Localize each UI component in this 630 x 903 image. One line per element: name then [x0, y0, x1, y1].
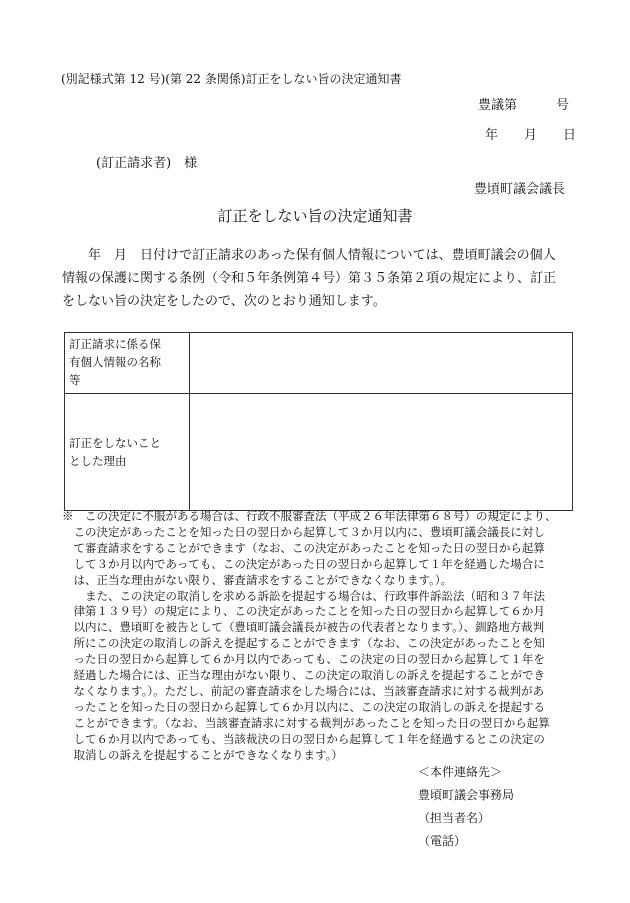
sender: 豊頃町議会議長: [474, 182, 566, 197]
contact-office: 豊頃町議会事務局: [418, 788, 515, 802]
notes: [62, 509, 582, 764]
note-line: この決定があったことを知った日の翌日から起算して３か月以内に、豊頃町議会議長に対し: [62, 524, 545, 539]
body-line: 年 月 日付けで訂正請求のあった保有個人情報については、豊頃町議会の個人: [88, 248, 556, 263]
info-name-label: [65, 333, 190, 394]
info-table: [64, 332, 573, 511]
note-line: ったことを知った日の翌日から起算して６か月以内に、この決定の取消しの訴えを提起する: [62, 699, 545, 714]
issue-date: 年 月 日: [485, 128, 577, 143]
table-row: [65, 333, 573, 394]
contact-heading: ＜本件連絡先＞: [418, 765, 503, 779]
note-line: して３か月以内であっても、この決定があった日の翌日から起算して１年を経過した場合に: [62, 556, 545, 571]
note-line: ※ この決定に不服がある場合は、行政不服審査法（平成２６年法律第６８号）の規定により、: [62, 509, 557, 523]
form-reference: (別記様式第 12 号)(第 22 条関係)訂正をしない旨の決定通知書: [61, 72, 402, 86]
contact-person: （担当者名）: [418, 811, 491, 825]
document-title: 訂正をしない旨の決定通知書: [217, 207, 413, 225]
label-line: 訂正請求に係る保: [69, 337, 161, 351]
label-line: 有個人情報の名称: [69, 355, 161, 369]
info-name-value: [190, 333, 573, 394]
contact-phone: （電話）: [418, 834, 467, 848]
label-line: 訂正をしないこと: [69, 436, 161, 450]
note-line: なくなります。）。ただし、前記の審査請求をした場合には、当該審査請求に対する裁判があ: [62, 683, 545, 698]
contact-block: [418, 761, 514, 853]
note-line: 以内に、豊頃町を被告として（豊頃町議会議長が被告の代表者となります。）、釧路地方裁判: [62, 620, 545, 635]
body-line: をしない旨の決定をしたので、次のとおり通知します。: [62, 294, 386, 309]
note-line: 律第１３９号）の規定により、この決定があったことを知った日の翌日から起算して６か月: [62, 604, 545, 619]
note-line: った日の翌日から起算して６か月以内であっても、この決定の日の翌日から起算して１年を: [62, 652, 545, 667]
table-row: [65, 394, 573, 511]
note-line: て審査請求をすることができます（なお、この決定があったことを知った日の翌日から起算: [62, 540, 545, 555]
label-line: とした理由: [69, 454, 127, 468]
reason-label: [65, 394, 190, 511]
label-line: 等: [69, 373, 81, 387]
note-line: 経過した場合には、正当な理由がない限り、この決定の取消しの訴えを提起することができ: [62, 668, 545, 683]
recipient: (訂正請求者) 様: [96, 156, 198, 171]
body-line: 情報の保護に関する条例（令和５年条例第４号）第３５条第２項の規定により、訂正: [62, 271, 557, 286]
note-line: 取消しの訴えを提起することができなくなります。）: [62, 747, 343, 762]
note-line: は、正当な理由がない限り、審査請求をすることができなくなります。）。: [62, 572, 453, 587]
document-number: 豊議第 号: [478, 98, 570, 113]
reason-value: [190, 394, 573, 511]
note-line: して６か月以内であっても、当該裁決の日の翌日から起算して１年を経過するとこの決定の: [62, 731, 545, 746]
body-paragraph: [62, 244, 572, 313]
note-line: また、この決定の取消しを求める訴訟を提起する場合は、行政事件訴訟法（昭和３７年法: [62, 588, 545, 603]
note-line: 所にこの決定の取消しの訴えを提起することができます（なお、この決定があったことを知: [62, 636, 545, 651]
note-line: ことができます。（なお、当該審査請求に対する裁判があったことを知った日の翌日から起算: [62, 715, 550, 730]
